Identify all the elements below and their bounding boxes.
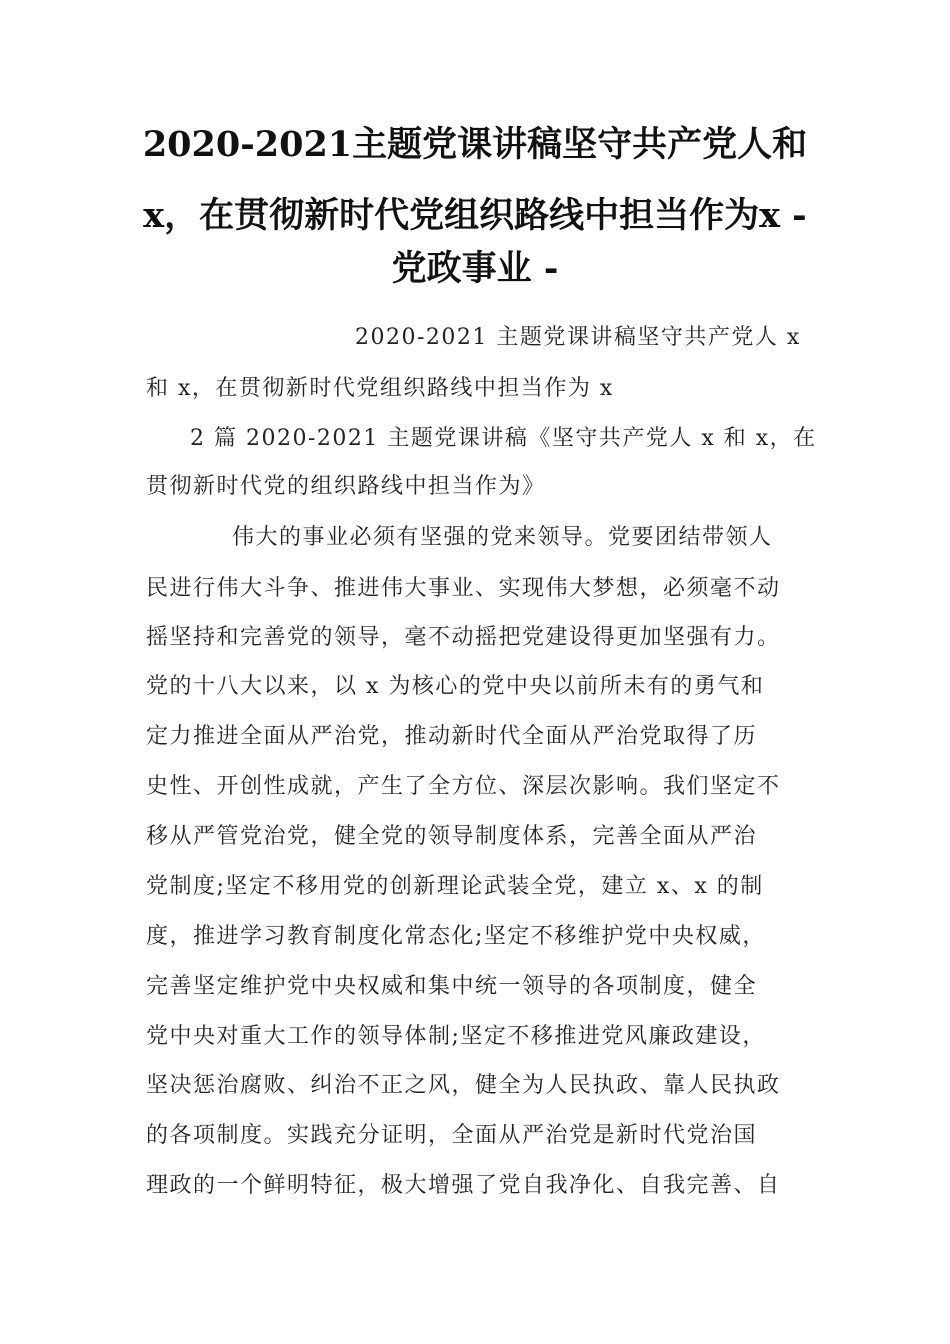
document-title-line: 党政事业 -: [391, 248, 559, 289]
body-line: 民进行伟大斗争、推进伟大事业、实现伟大梦想，必须毫不动: [146, 576, 781, 601]
body-line: 的各项制度。实践充分证明，全面从严治党是新时代党治国: [146, 1123, 758, 1148]
body-line: 完善坚定维护党中央权威和集中统一领导的各项制度，健全: [146, 974, 758, 999]
document-title-line: x，在贯彻新时代党组织路线中担当作为x -: [143, 195, 807, 236]
body-line: 2 篇 2020-2021 主题党课讲稿《坚守共产党人 x 和 x，在: [190, 426, 817, 451]
body-line: 贯彻新时代党的组织路线中担当作为》: [146, 474, 546, 499]
body-line: 摇坚持和完善党的领导，毫不动摇把党建设得更加坚强有力。: [146, 625, 781, 650]
body-line: 度，推进学习教育制度化常态化;坚定不移维护党中央权威，: [146, 924, 766, 949]
body-line: 坚决惩治腐败、纠治不正之风，健全为人民执政、靠人民执政: [146, 1073, 781, 1098]
body-line: 党的十八大以来，以 x 为核心的党中央以前所未有的勇气和: [146, 674, 765, 699]
body-line: 伟大的事业必须有坚强的党来领导。党要团结带领人: [232, 525, 773, 550]
body-line: 定力推进全面从严治党，推动新时代全面从严治党取得了历: [146, 724, 758, 749]
body-line: 2020-2021 主题党课讲稿坚守共产党人 x: [355, 325, 801, 350]
document-title-line: 2020-2021主题党课讲稿坚守共产党人和: [142, 124, 808, 165]
body-line: 和 x，在贯彻新时代党组织路线中担当作为 x: [146, 376, 614, 401]
body-line: 党中央对重大工作的领导体制;坚定不移推进党风廉政建设，: [146, 1024, 766, 1049]
body-line: 党制度;坚定不移用党的创新理论武装全党，建立 x、x 的制: [146, 874, 764, 899]
body-line: 史性、开创性成就，产生了全方位、深层次影响。我们坚定不: [146, 774, 781, 799]
body-line: 移从严管党治党，健全党的领导制度体系，完善全面从严治: [146, 824, 758, 849]
body-line: 理政的一个鲜明特征，极大增强了党自我净化、自我完善、自: [146, 1173, 781, 1198]
